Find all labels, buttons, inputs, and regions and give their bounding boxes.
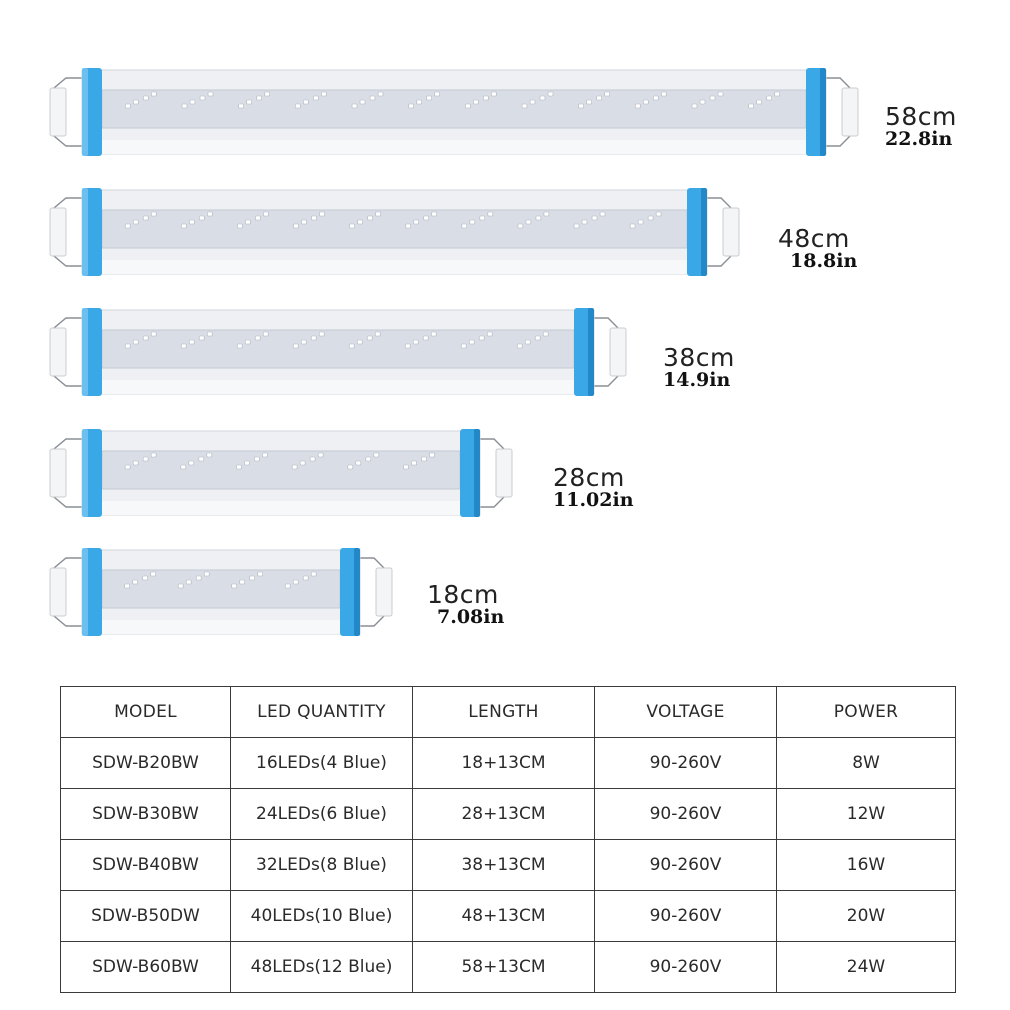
header-length: LENGTH [413, 687, 595, 738]
bracket-clip-left [50, 568, 66, 616]
cell-length: 48+13CM [413, 891, 595, 942]
cell-model: SDW-B50DW [61, 891, 231, 942]
cell-led-quantity: 24LEDs(6 Blue) [231, 789, 413, 840]
light-bar-graphic [48, 186, 741, 278]
cell-model: SDW-B40BW [61, 840, 231, 891]
table-row [61, 840, 956, 891]
table-row [61, 789, 956, 840]
cell-power: 16W [777, 840, 956, 891]
header-led-quantity: LED QUANTITY [231, 687, 413, 738]
bracket-clip-right [723, 208, 739, 256]
length-inch: 22.8in [885, 128, 953, 150]
cell-power: 8W [777, 738, 956, 789]
light-bar-graphic [48, 66, 860, 158]
cell-led-quantity: 32LEDs(8 Blue) [231, 840, 413, 891]
led-panel [102, 90, 806, 128]
bracket-clip-right [376, 568, 392, 616]
led-panel [102, 330, 574, 368]
cell-model: SDW-B60BW [61, 942, 231, 993]
light-bar-graphic [48, 306, 628, 398]
bracket-clip-right [496, 449, 512, 497]
size-label-48cm [778, 226, 857, 271]
endcap-left-highlight [82, 188, 88, 276]
cell-voltage: 90-260V [595, 840, 777, 891]
length-inch: 7.08in [437, 606, 505, 628]
table-row [61, 942, 956, 993]
light-bar-28cm [48, 427, 514, 519]
light-body-lower [82, 380, 594, 394]
cell-led-quantity: 40LEDs(10 Blue) [231, 891, 413, 942]
cell-model: SDW-B30BW [61, 789, 231, 840]
cell-power: 12W [777, 789, 956, 840]
endcap-right-shade [588, 308, 594, 396]
endcap-right-shade [701, 188, 707, 276]
cell-power: 24W [777, 942, 956, 993]
light-bar-38cm [48, 306, 628, 398]
light-body-lower [82, 620, 360, 634]
cell-length: 58+13CM [413, 942, 595, 993]
length-cm: 28cm [553, 463, 625, 492]
bracket-clip-right [842, 88, 858, 136]
cell-length: 28+13CM [413, 789, 595, 840]
length-inch: 11.02in [553, 489, 634, 511]
endcap-left-highlight [82, 68, 88, 156]
length-cm: 18cm [427, 580, 499, 609]
endcap-right-shade [820, 68, 826, 156]
bracket-clip-left [50, 328, 66, 376]
light-bar-48cm [48, 186, 741, 278]
size-label-28cm [553, 465, 634, 510]
cell-length: 18+13CM [413, 738, 595, 789]
endcap-right-shade [354, 548, 360, 636]
header-model: MODEL [61, 687, 231, 738]
light-body-lower [82, 140, 826, 154]
table-header-row [61, 687, 956, 738]
bracket-clip-left [50, 88, 66, 136]
cell-voltage: 90-260V [595, 942, 777, 993]
length-inch: 18.8in [790, 250, 858, 272]
cell-voltage: 90-260V [595, 738, 777, 789]
size-label-58cm [885, 104, 957, 149]
endcap-right-shade [474, 429, 480, 517]
table-row [61, 738, 956, 789]
endcap-left-highlight [82, 308, 88, 396]
light-bar-graphic [48, 427, 514, 519]
cell-voltage: 90-260V [595, 789, 777, 840]
header-power: POWER [777, 687, 956, 738]
light-body-lower [82, 260, 707, 274]
cell-length: 38+13CM [413, 840, 595, 891]
cell-model: SDW-B20BW [61, 738, 231, 789]
table-row [61, 891, 956, 942]
bracket-clip-right [610, 328, 626, 376]
size-label-18cm [427, 582, 504, 627]
bracket-clip-left [50, 208, 66, 256]
size-label-38cm [663, 345, 735, 390]
endcap-left-highlight [82, 429, 88, 517]
light-bar-18cm [48, 546, 394, 638]
endcap-left-highlight [82, 548, 88, 636]
led-panel [102, 210, 687, 248]
light-bar-graphic [48, 546, 394, 638]
spec-table [60, 686, 956, 993]
bracket-clip-left [50, 449, 66, 497]
length-inch: 14.9in [663, 369, 731, 391]
light-body-lower [82, 501, 480, 515]
light-bar-58cm [48, 66, 860, 158]
cell-led-quantity: 16LEDs(4 Blue) [231, 738, 413, 789]
cell-power: 20W [777, 891, 956, 942]
length-cm: 38cm [663, 343, 735, 372]
header-voltage: VOLTAGE [595, 687, 777, 738]
length-cm: 58cm [885, 102, 957, 131]
length-cm: 48cm [778, 224, 850, 253]
cell-led-quantity: 48LEDs(12 Blue) [231, 942, 413, 993]
cell-voltage: 90-260V [595, 891, 777, 942]
